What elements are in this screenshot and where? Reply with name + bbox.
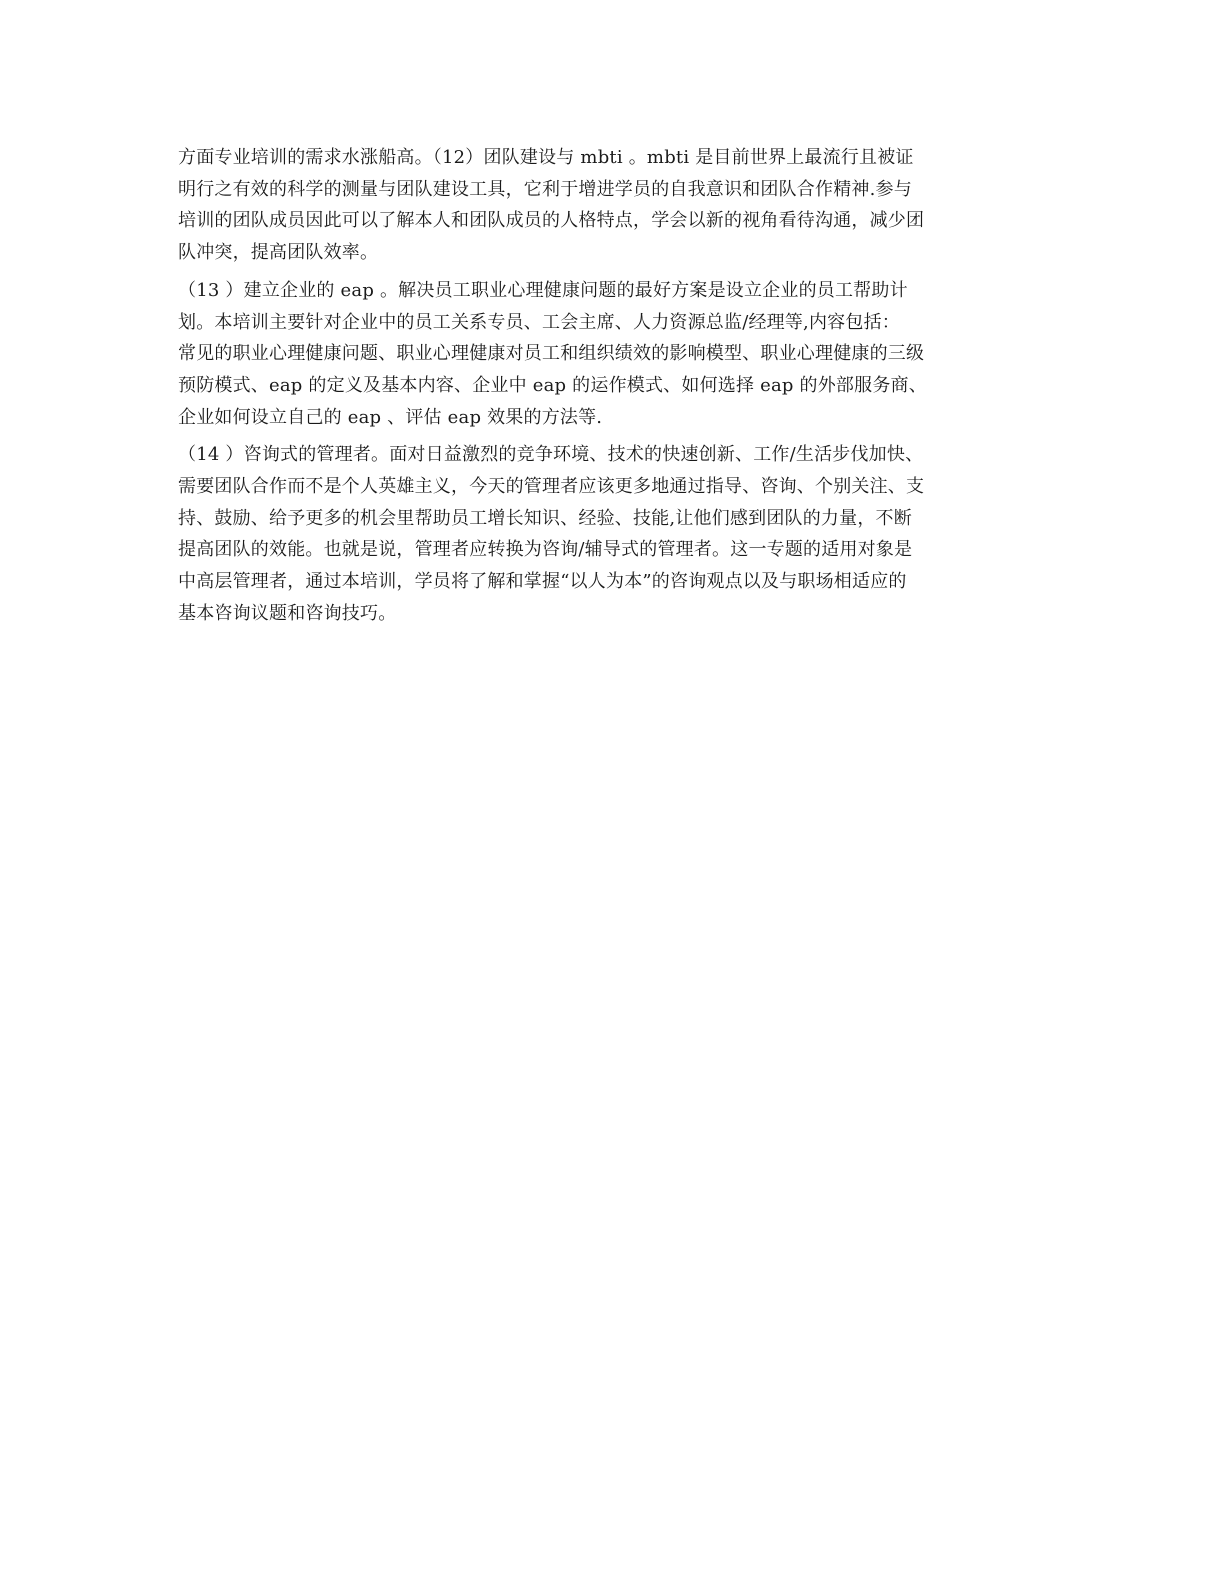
text-line: 预防模式、eap 的定义及基本内容、企业中 eap 的运作模式、如何选择 eap 的外部服务商、: [178, 374, 927, 396]
text-line: （13 ）建立企业的 eap 。解决员工职业心理健康问题的最好方案是设立企业的员工帮助计: [178, 279, 908, 301]
text-line: 培训的团队成员因此可以了解本人和团队成员的人格特点，学会以新的视角看待沟通，减少团: [178, 210, 925, 232]
text-line: 需要团队合作而不是个人英雄主义，今天的管理者应该更多地通过指导、咨询、个别关注、支: [178, 476, 925, 498]
text-line: 基本咨询议题和咨询技巧。: [178, 602, 397, 624]
paragraph-consulting-manager: [178, 439, 1038, 629]
document-body: [178, 142, 1038, 636]
paragraph-team-building-mbti: [178, 142, 1038, 269]
text-line: 队冲突，提高团队效率。: [178, 242, 379, 264]
text-line: 提高团队的效能。也就是说，管理者应转换为咨询/辅导式的管理者。这一专题的适用对象是: [178, 539, 913, 561]
paragraph-eap: [178, 275, 1038, 434]
text-line: 企业如何设立自己的 eap 、评估 eap 效果的方法等.: [178, 406, 603, 428]
text-line: 明行之有效的科学的测量与团队建设工具，它利于增进学员的自我意识和团队合作精神.参与: [178, 178, 912, 200]
text-line: 常见的职业心理健康问题、职业心理健康对员工和组织绩效的影响模型、职业心理健康的三级: [178, 343, 925, 365]
text-line: 方面专业培训的需求水涨船高。（12）团队建设与 mbti 。mbti 是目前世界上最流行且被证: [178, 147, 914, 168]
text-line: 中高层管理者，通过本培训，学员将了解和掌握“以人为本”的咨询观点以及与职场相适应的: [178, 571, 907, 593]
text-line: 划。本培训主要针对企业中的员工关系专员、工会主席、人力资源总监/经理等,内容包括：: [178, 311, 900, 333]
text-line: 持、鼓励、给予更多的机会里帮助员工增长知识、经验、技能,让他们感到团队的力量，不断: [178, 507, 912, 529]
text-line: （14 ）咨询式的管理者。面对日益激烈的竞争环境、技术的快速创新、工作/生活步伐加快、: [178, 444, 924, 466]
